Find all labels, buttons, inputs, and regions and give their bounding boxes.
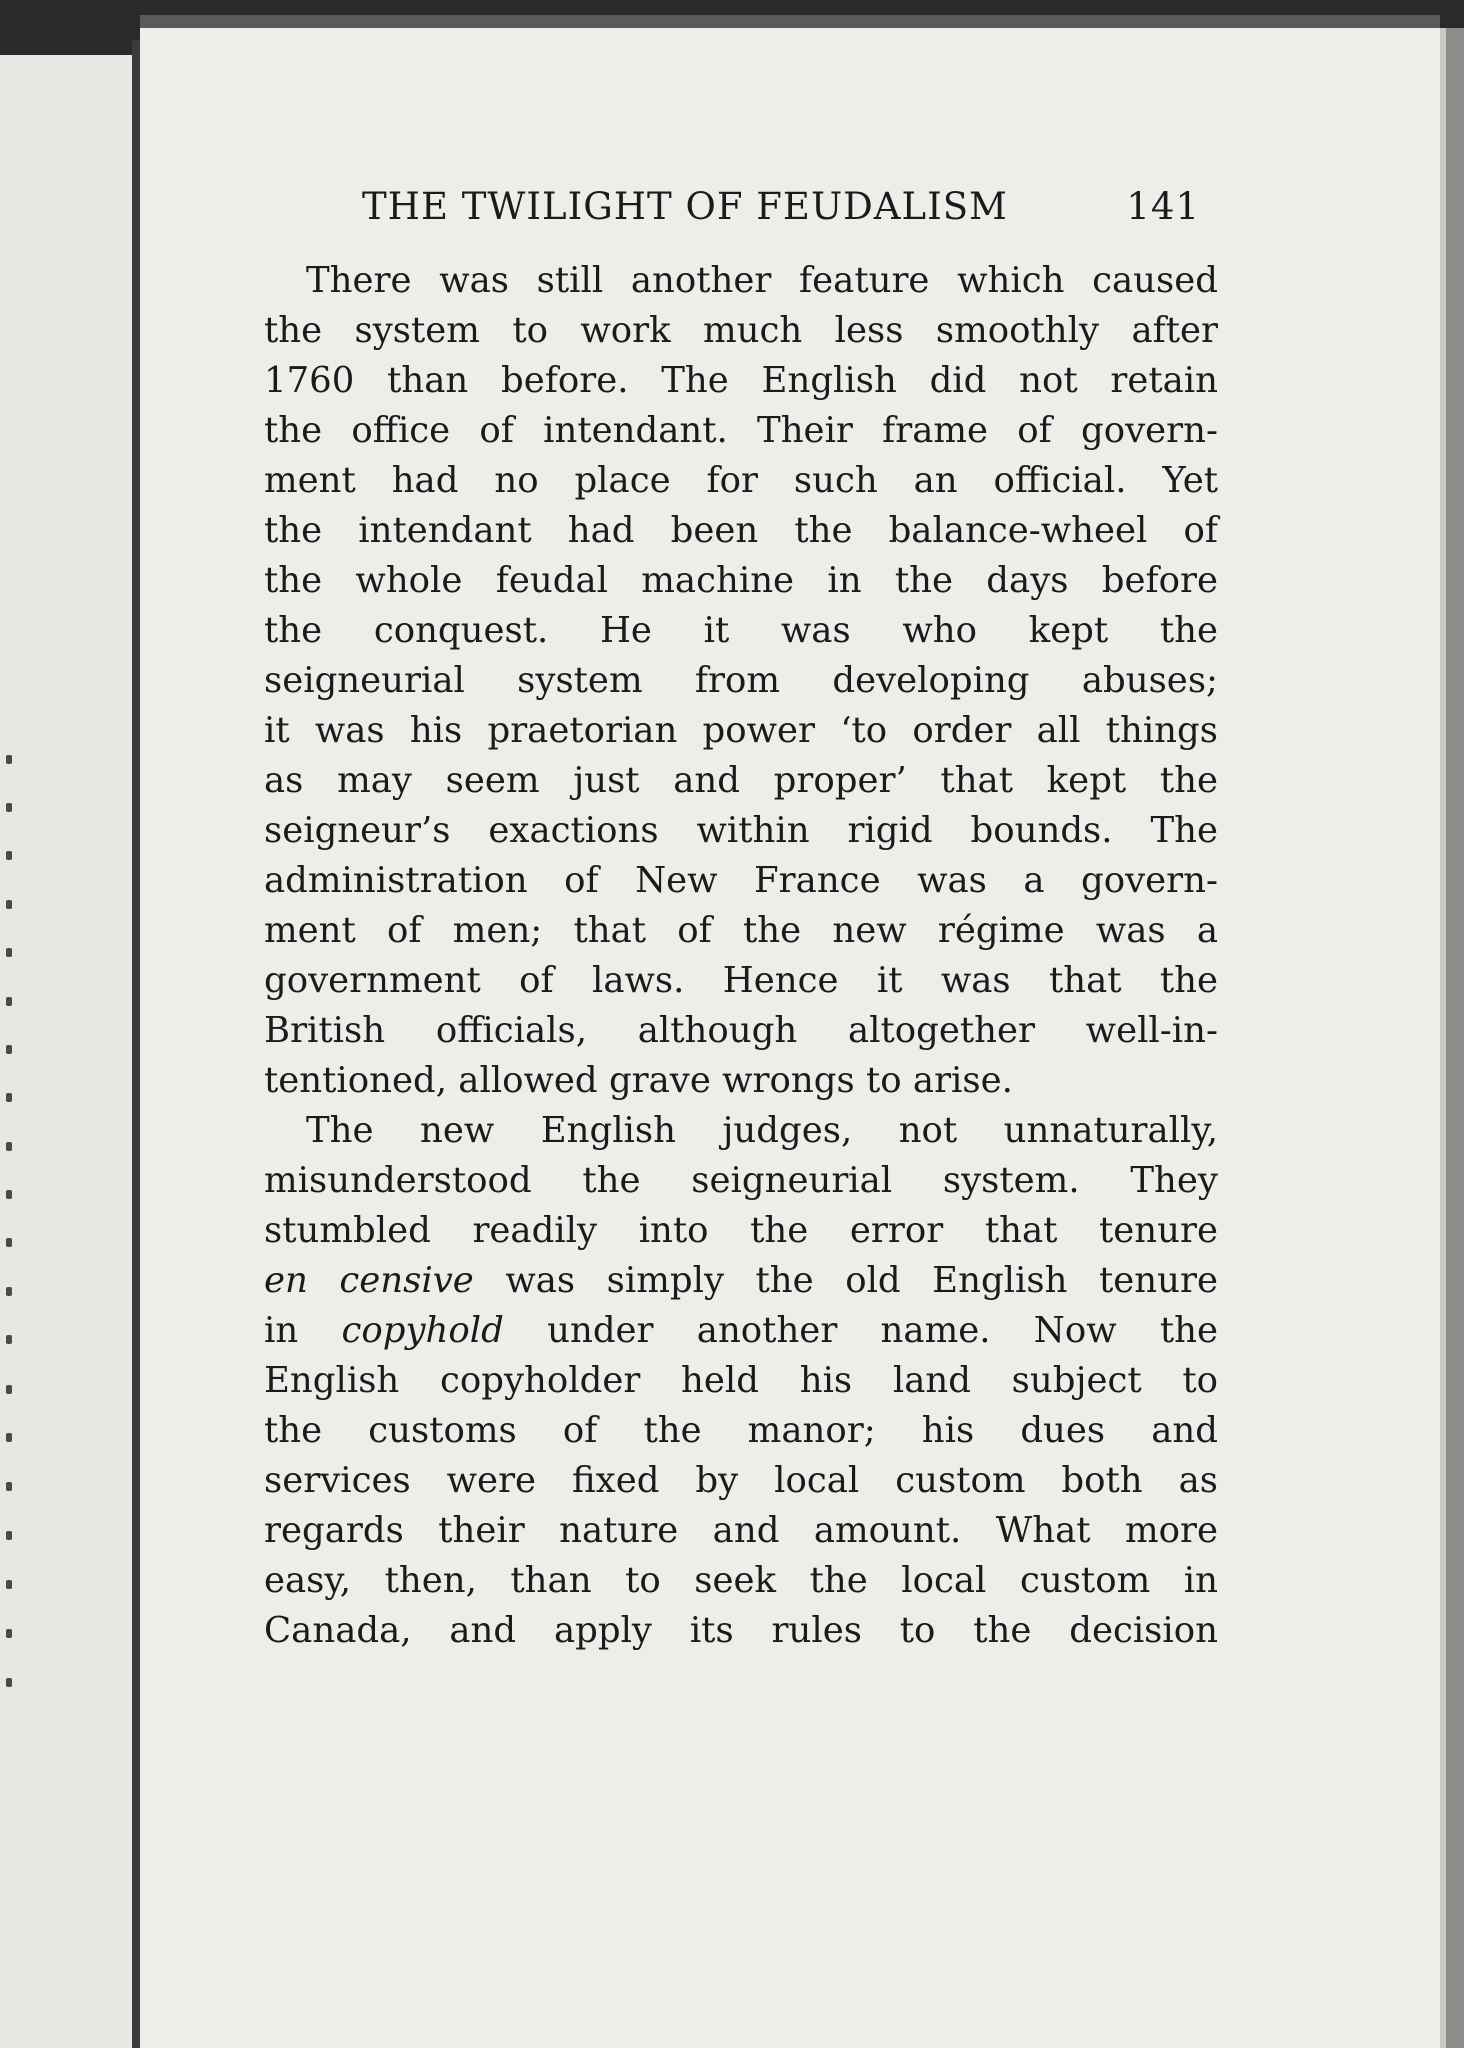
text-line (264, 1256, 1218, 1306)
text-line: English copyholder held his land subject to (264, 1360, 1218, 1401)
text-line: stumbled readily into the error that tenure (264, 1210, 1218, 1251)
text-line: tentioned, allowed grave wrongs to arise. (264, 1060, 1013, 1101)
text-run: was simply the old English tenure (473, 1260, 1218, 1301)
text-line: misunderstood the seigneurial system. They (264, 1160, 1218, 1201)
text-line: services were fixed by local custom both as (264, 1460, 1218, 1501)
text-line: The new English judges, not unnaturally, (306, 1110, 1218, 1151)
text-line: the office of intendant. Their frame of govern- (264, 410, 1218, 451)
running-head (362, 185, 1200, 237)
body-text (264, 256, 1218, 1656)
text-run: in (264, 1310, 342, 1351)
text-line: it was his praetorian power ‘to order all things (264, 710, 1218, 751)
text-line: administration of New France was a govern- (264, 860, 1218, 901)
text-line: the system to work much less smoothly after (264, 310, 1218, 351)
text-line: the intendant had been the balance-wheel of (264, 510, 1218, 551)
text-line: government of laws. Hence it was that the (264, 960, 1218, 1001)
text-line (264, 1306, 1218, 1356)
left-page-edge (0, 55, 132, 2048)
italic-term: copyhold (341, 1310, 504, 1351)
paragraph-1 (264, 256, 1218, 1106)
text-line: Canada, and apply its rules to the decision (264, 1610, 1218, 1651)
book-gutter (132, 40, 140, 2048)
text-line: ment of men; that of the new régime was a (264, 910, 1218, 951)
page-right-edge-highlight (1440, 28, 1446, 2048)
text-line: There was still another feature which caused (306, 260, 1218, 301)
text-line: the customs of the manor; his dues and (264, 1410, 1218, 1451)
page-top-edge (140, 15, 1440, 29)
text-line: the conquest. He it was who kept the (264, 610, 1218, 651)
text-line: ment had no place for such an official. Yet (264, 460, 1218, 501)
text-line: seigneurial system from developing abuses; (264, 660, 1218, 701)
text-line: seigneur’s exactions within rigid bounds. The (264, 810, 1218, 851)
running-head-title: THE TWILIGHT OF FEUDALISM (362, 185, 1008, 228)
text-line: regards their nature and amount. What more (264, 1510, 1218, 1551)
text-line: the whole feudal machine in the days before (264, 560, 1218, 601)
text-line: British officials, although altogether well-in- (264, 1010, 1218, 1051)
text-line: as may seem just and proper’ that kept the (264, 760, 1218, 801)
text-line: 1760 than before. The English did not retain (264, 360, 1218, 401)
page-number: 141 (1126, 185, 1200, 228)
text-line: easy, then, than to seek the local custom in (264, 1560, 1218, 1601)
text-run: under another name. Now the (503, 1310, 1218, 1351)
italic-term: en censive (264, 1260, 474, 1301)
left-page-text-remnants (6, 55, 18, 2048)
paragraph-2 (264, 1106, 1218, 1656)
